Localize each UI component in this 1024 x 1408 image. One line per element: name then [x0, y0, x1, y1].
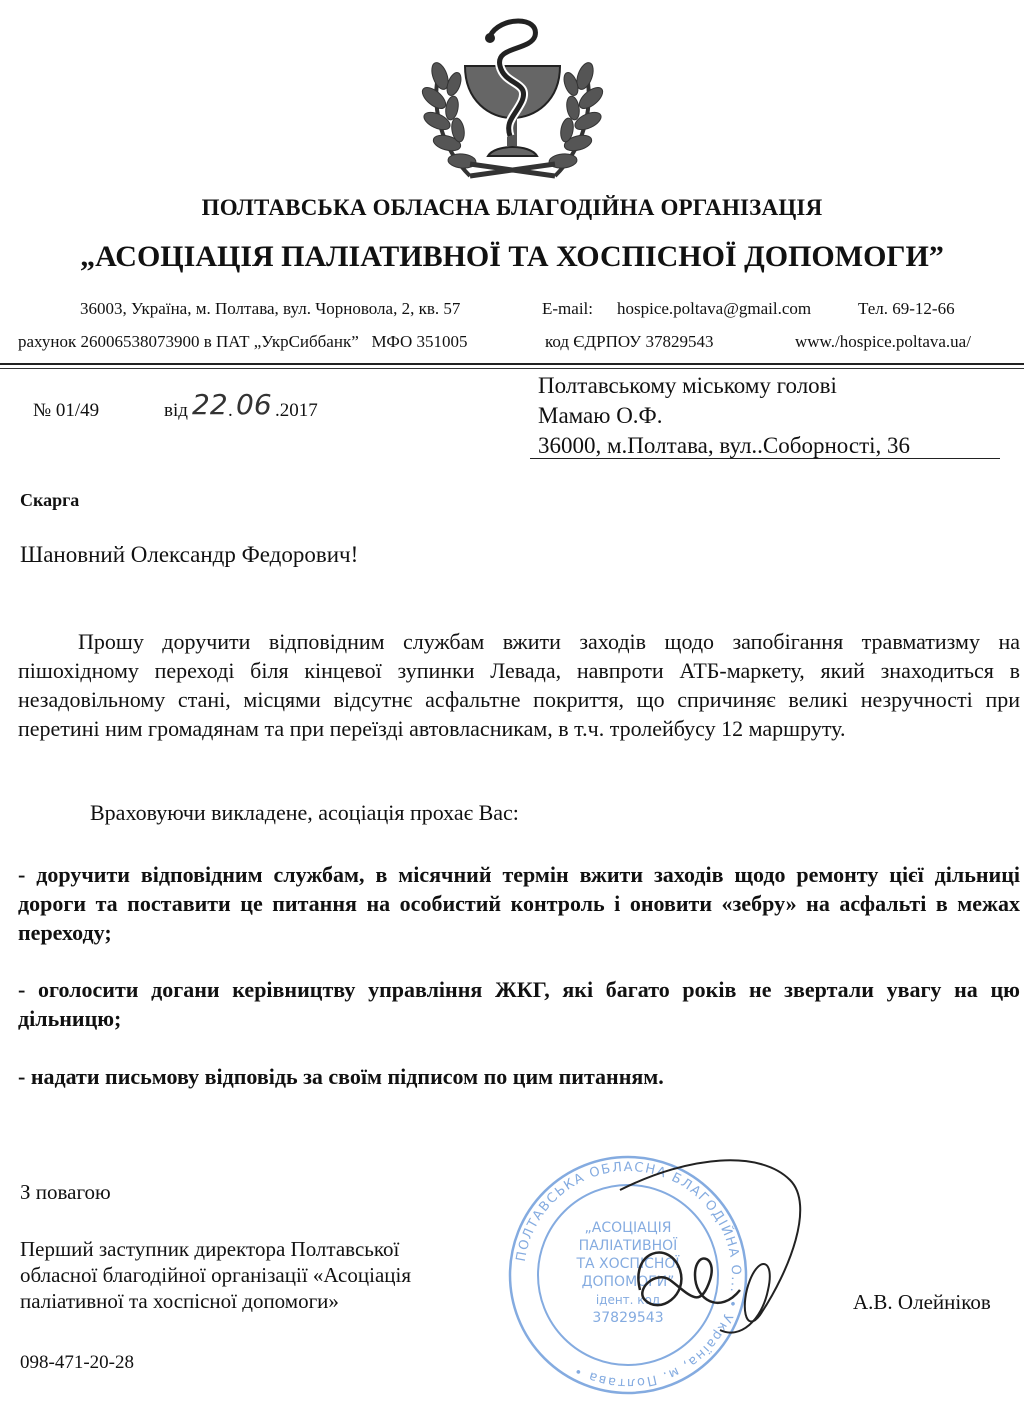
stamp-line6: 37829543 [592, 1310, 664, 1326]
contact-phone: 098-471-20-28 [20, 1352, 134, 1373]
signatory-position [20, 1236, 411, 1314]
paragraph-1: Прошу доручити відповідним службам вжити заходів щодо запобігання травматизму на пішохідному переході біля кінцевої зупинки Левада, навпроти АТБ-маркету, який знаходиться в незадовільному стані, місцями відсутнє асфальтне покриття, що спричиняє великі незручності при перетині ним громадянам та при переїзді автовласникам, в т.ч. тролейбусу 12 маршруту. [18, 629, 1020, 741]
bank-account: рахунок 26006538073900 в ПАТ „УкрСиббанк” МФО 351005 [18, 332, 468, 351]
request-2: - оголосити догани керівництву управління ЖКГ, які багато років не звертали увагу на цю дільницю; [18, 977, 1020, 1031]
date-day-handwritten: 22 [192, 388, 228, 421]
paragraph-2: Враховуючи викладене, асоціація прохає Вас: [90, 800, 519, 825]
stamp-line4: ДОПОМОГИ” [581, 1274, 675, 1290]
addressee-line3: 36000, м.Полтава, вул..Соборності, 36 [538, 433, 911, 458]
date-year: .2017 [275, 400, 318, 421]
org-address: 36003, Україна, м. Полтава, вул. Чорновола, 2, кв. 57 [80, 299, 461, 318]
handwritten-signature [600, 1150, 830, 1350]
request-1: - доручити відповідним службам, в місячний термін вжити заходів щодо ремонту цієї дільниці дороги та поставити це питання на особистий контроль і оновити «зебру» на асфальті в межах переходу; [18, 862, 1020, 945]
position-line3: паліативної та хоспісної допомоги» [20, 1289, 339, 1313]
closing-regards: З повагою [20, 1180, 111, 1204]
org-phone: Тел. 69-12-66 [858, 299, 955, 318]
reference-number: № 01/49 [33, 400, 100, 421]
email-value: hospice.poltava@gmail.com [617, 299, 812, 318]
addressee-rule [530, 458, 1000, 459]
addressee-line2: Мамаю О.Ф. [538, 403, 663, 428]
org-name-line2: „АСОЦІАЦІЯ ПАЛІАТИВНОЇ ТА ХОСПІСНОЇ ДОПОМОГИ” [80, 240, 944, 273]
stamp-line5: ідент. код [595, 1293, 661, 1307]
stamp-line1: „АСОЦІАЦІЯ [584, 1220, 672, 1236]
date-month-handwritten: 06 [236, 388, 272, 421]
stamp-line2: ПАЛІАТИВНОЇ [578, 1238, 678, 1254]
stamp-ring-text: ПОЛТАВСЬКА ОБЛАСНА БЛАГОДІЙНА О... • Україна, м. Полтава • [513, 1159, 744, 1391]
header-rule-thin [0, 368, 1024, 369]
addressee-line1: Полтавському міському голові [538, 373, 837, 398]
header-rule [0, 363, 1024, 365]
salutation: Шановний Олександр Федорович! [20, 542, 359, 567]
org-name-line1: ПОЛТАВСЬКА ОБЛАСНА БЛАГОДІЙНА ОРГАНІЗАЦІЯ [201, 195, 823, 220]
position-line1: Перший заступник директора Полтавської [20, 1237, 400, 1261]
date-prefix: від [164, 400, 188, 421]
date-separator: . [228, 400, 233, 421]
signatory-name: А.В. Олейніков [853, 1290, 991, 1314]
letter-type: Скарга [20, 490, 80, 510]
bowl-of-hygieia-logo [410, 6, 615, 186]
position-line2: обласної благодійної організації «Асоціація [20, 1263, 412, 1287]
website: www./hospice.poltava.ua/ [795, 332, 971, 351]
request-3: - надати письмову відповідь за своїм підписом по цим питанням. [18, 1064, 664, 1089]
stamp-line3: ТА ХОСПІСНОЇ [576, 1256, 680, 1272]
edrpou-code: код ЄДРПОУ 37829543 [545, 332, 714, 351]
email-label: E-mail: [542, 299, 593, 318]
